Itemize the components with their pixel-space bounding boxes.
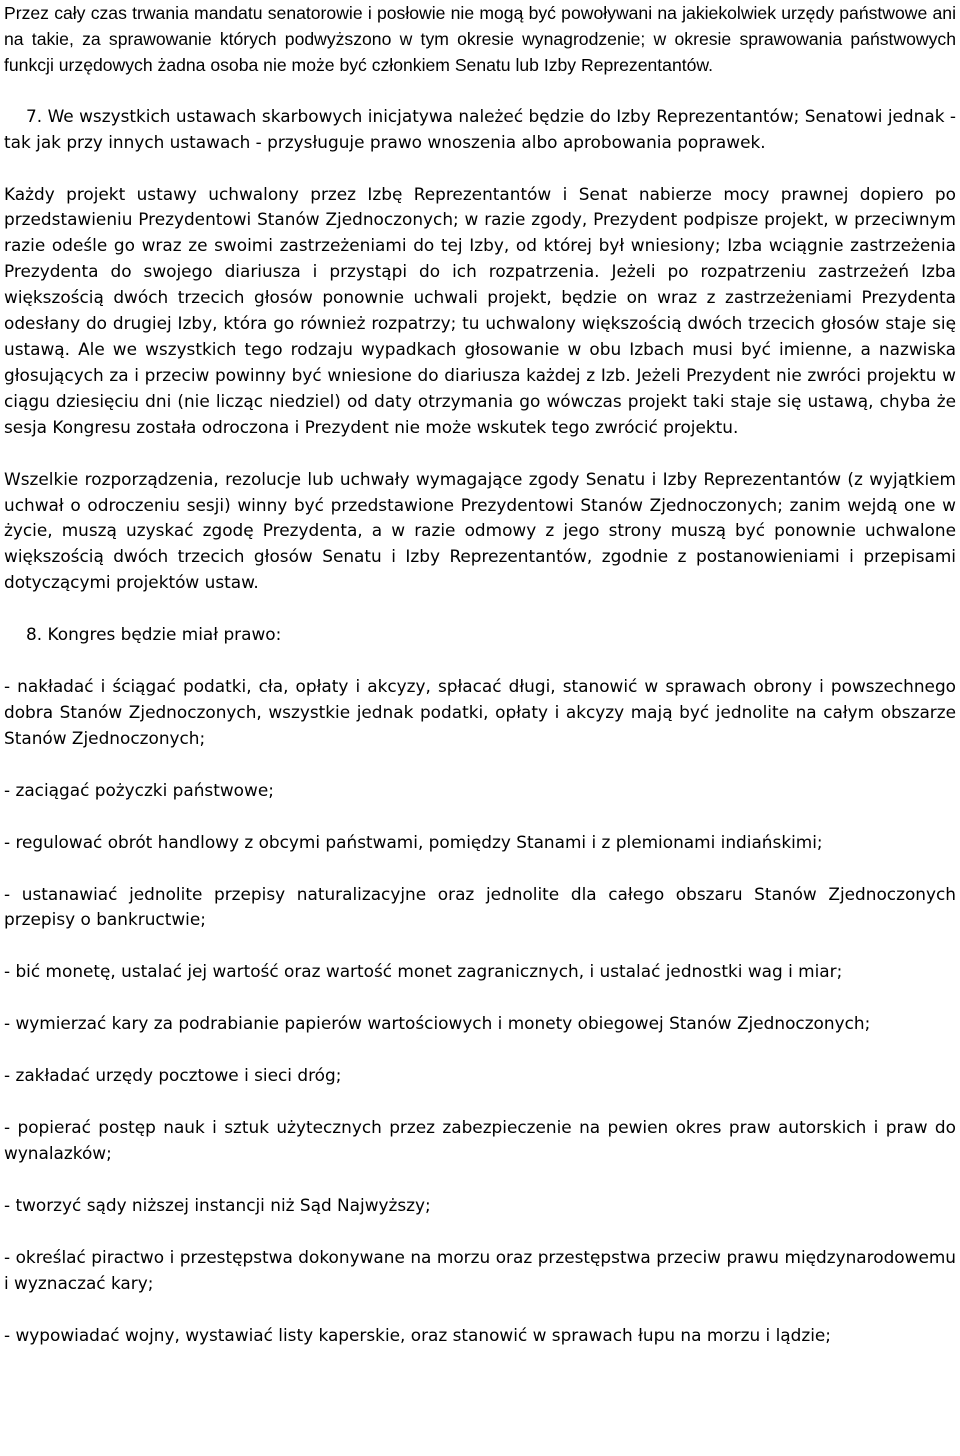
section-sign: [4, 622, 26, 648]
section-7-number: 7.: [26, 105, 43, 126]
powers-list: [4, 674, 956, 1349]
list-item: - nakładać i ściągać podatki, cła, opłaty i akcyzy, spłacać długi, stanowić w sprawach obrony i powszechnego dobra Stanów Zjednoczonych, wszystkie jednak podatki, opłaty i akcyzy mają być jednolite na całym obszarze Stanów Zjednoczonych;: [4, 676, 956, 748]
section-7-paragraph: [4, 104, 956, 156]
list-item: - regulować obrót handlowy z obcymi państwami, pomiędzy Stanami i z plemionami indiańskimi;: [4, 831, 823, 852]
section-8-heading: [4, 622, 956, 648]
section-7-text: We wszystkich ustawach skarbowych inicjatywa należeć będzie do Izby Reprezentantów; Senatowi jednak - tak jak przy innych ustawach - przysługuje prawo wnoszenia albo aprobowania poprawek.: [4, 105, 956, 152]
list-item: - zaciągać pożyczki państwowe;: [4, 779, 274, 800]
section-8-title: Kongres będzie miał prawo:: [47, 624, 282, 645]
list-item: - wymierzać kary za podrabianie papierów wartościowych i monety obiegowej Stanów Zjednoczonych;: [4, 1013, 871, 1034]
intro-paragraph: Przez cały czas trwania mandatu senatorowie i posłowie nie mogą być powoływani na jakiekolwiek urzędy państwowe ani na takie, za sprawowanie których podwyższono w tym okresie wynagrodzenie; w okresie sprawowania państwowych funkcji urzędowych żadna osoba nie może być członkiem Senatu lub Izby Reprezentantów.: [4, 3, 956, 75]
list-item: - popierać postęp nauk i sztuk użytecznych przez zabezpieczenie na pewien okres praw autorskich i praw do wynalazków;: [4, 1117, 956, 1163]
list-item: - zakładać urzędy pocztowe i sieci dróg;: [4, 1065, 342, 1086]
section-sign: [4, 104, 26, 130]
bills-paragraph: Każdy projekt ustawy uchwalony przez Izbę Reprezentantów i Senat nabierze mocy prawnej dopiero po przedstawieniu Prezydentowi Stanów Zjednoczonych; w razie zgody, Prezydent podpisze projekt, w przeciwnym razie odeśle go wraz ze swoimi zastrzeżeniami do tej Izby, od której był wniesiony; Izba wciągnie zastrzeżenia Prezydenta do swojego diariusza i przystąpi do ich rozpatrzenia. Jeżeli po rozpatrzeniu zastrzeżeń Izba większością dwóch trzecich głosów ponownie uchwali projekt, będzie on wraz z zastrzeżeniami Prezydenta odesłany do drugiej Izby, która go również rozpatrzy; tu uchwalony większością dwóch trzecich głosów staje się ustawą. Ale we wszystkich tego rodzaju wypadkach głosowanie w obu Izbach musi być imienne, a nazwiska głosujących za i przeciw powinny być wniesione do diariusza każdej z Izb. Jeżeli Prezydent nie zwróci projektu w ciągu dziesięciu dni (nie licząc niedziel) od daty otrzymania go wówczas projekt taki staje się ustawą, chyba że sesja Kongresu została odroczona i Prezydent nie może wskutek tego zwrócić projektu.: [4, 183, 956, 437]
list-item: - wypowiadać wojny, wystawiać listy kaperskie, oraz stanowić w sprawach łupu na morzu i lądzie;: [4, 1324, 831, 1345]
section-8-number: 8.: [26, 624, 43, 645]
document-page: [4, 0, 956, 1349]
list-item: - ustanawiać jednolite przepisy naturalizacyjne oraz jednolite dla całego obszaru Stanów Zjednoczonych przepisy o bankructwie;: [4, 883, 956, 930]
list-item: - bić monetę, ustalać jej wartość oraz wartość monet zagranicznych, i ustalać jednostki wag i miar;: [4, 961, 843, 982]
list-item: - określać piractwo i przestępstwa dokonywane na morzu oraz przestępstwa przeciw prawu międzynarodowemu i wyznaczać kary;: [4, 1246, 956, 1293]
resolutions-paragraph: Wszelkie rozporządzenia, rezolucje lub uchwały wymagające zgody Senatu i Izby Reprezentantów (z wyjątkiem uchwał o odroczeniu sesji) winny być przedstawione Prezydentowi Stanów Zjednoczonych; zanim wejdą one w życie, muszą uzyskać zgodę Prezydenta, a w razie odmowy z jego strony muszą być ponownie uchwalone większością dwóch trzecich głosów Senatu i Izby Reprezentantów, zgodnie z postanowieniami i przepisami dotyczącymi projektów ustaw.: [4, 468, 956, 593]
list-item: - tworzyć sądy niższej instancji niż Sąd Najwyższy;: [4, 1194, 431, 1215]
